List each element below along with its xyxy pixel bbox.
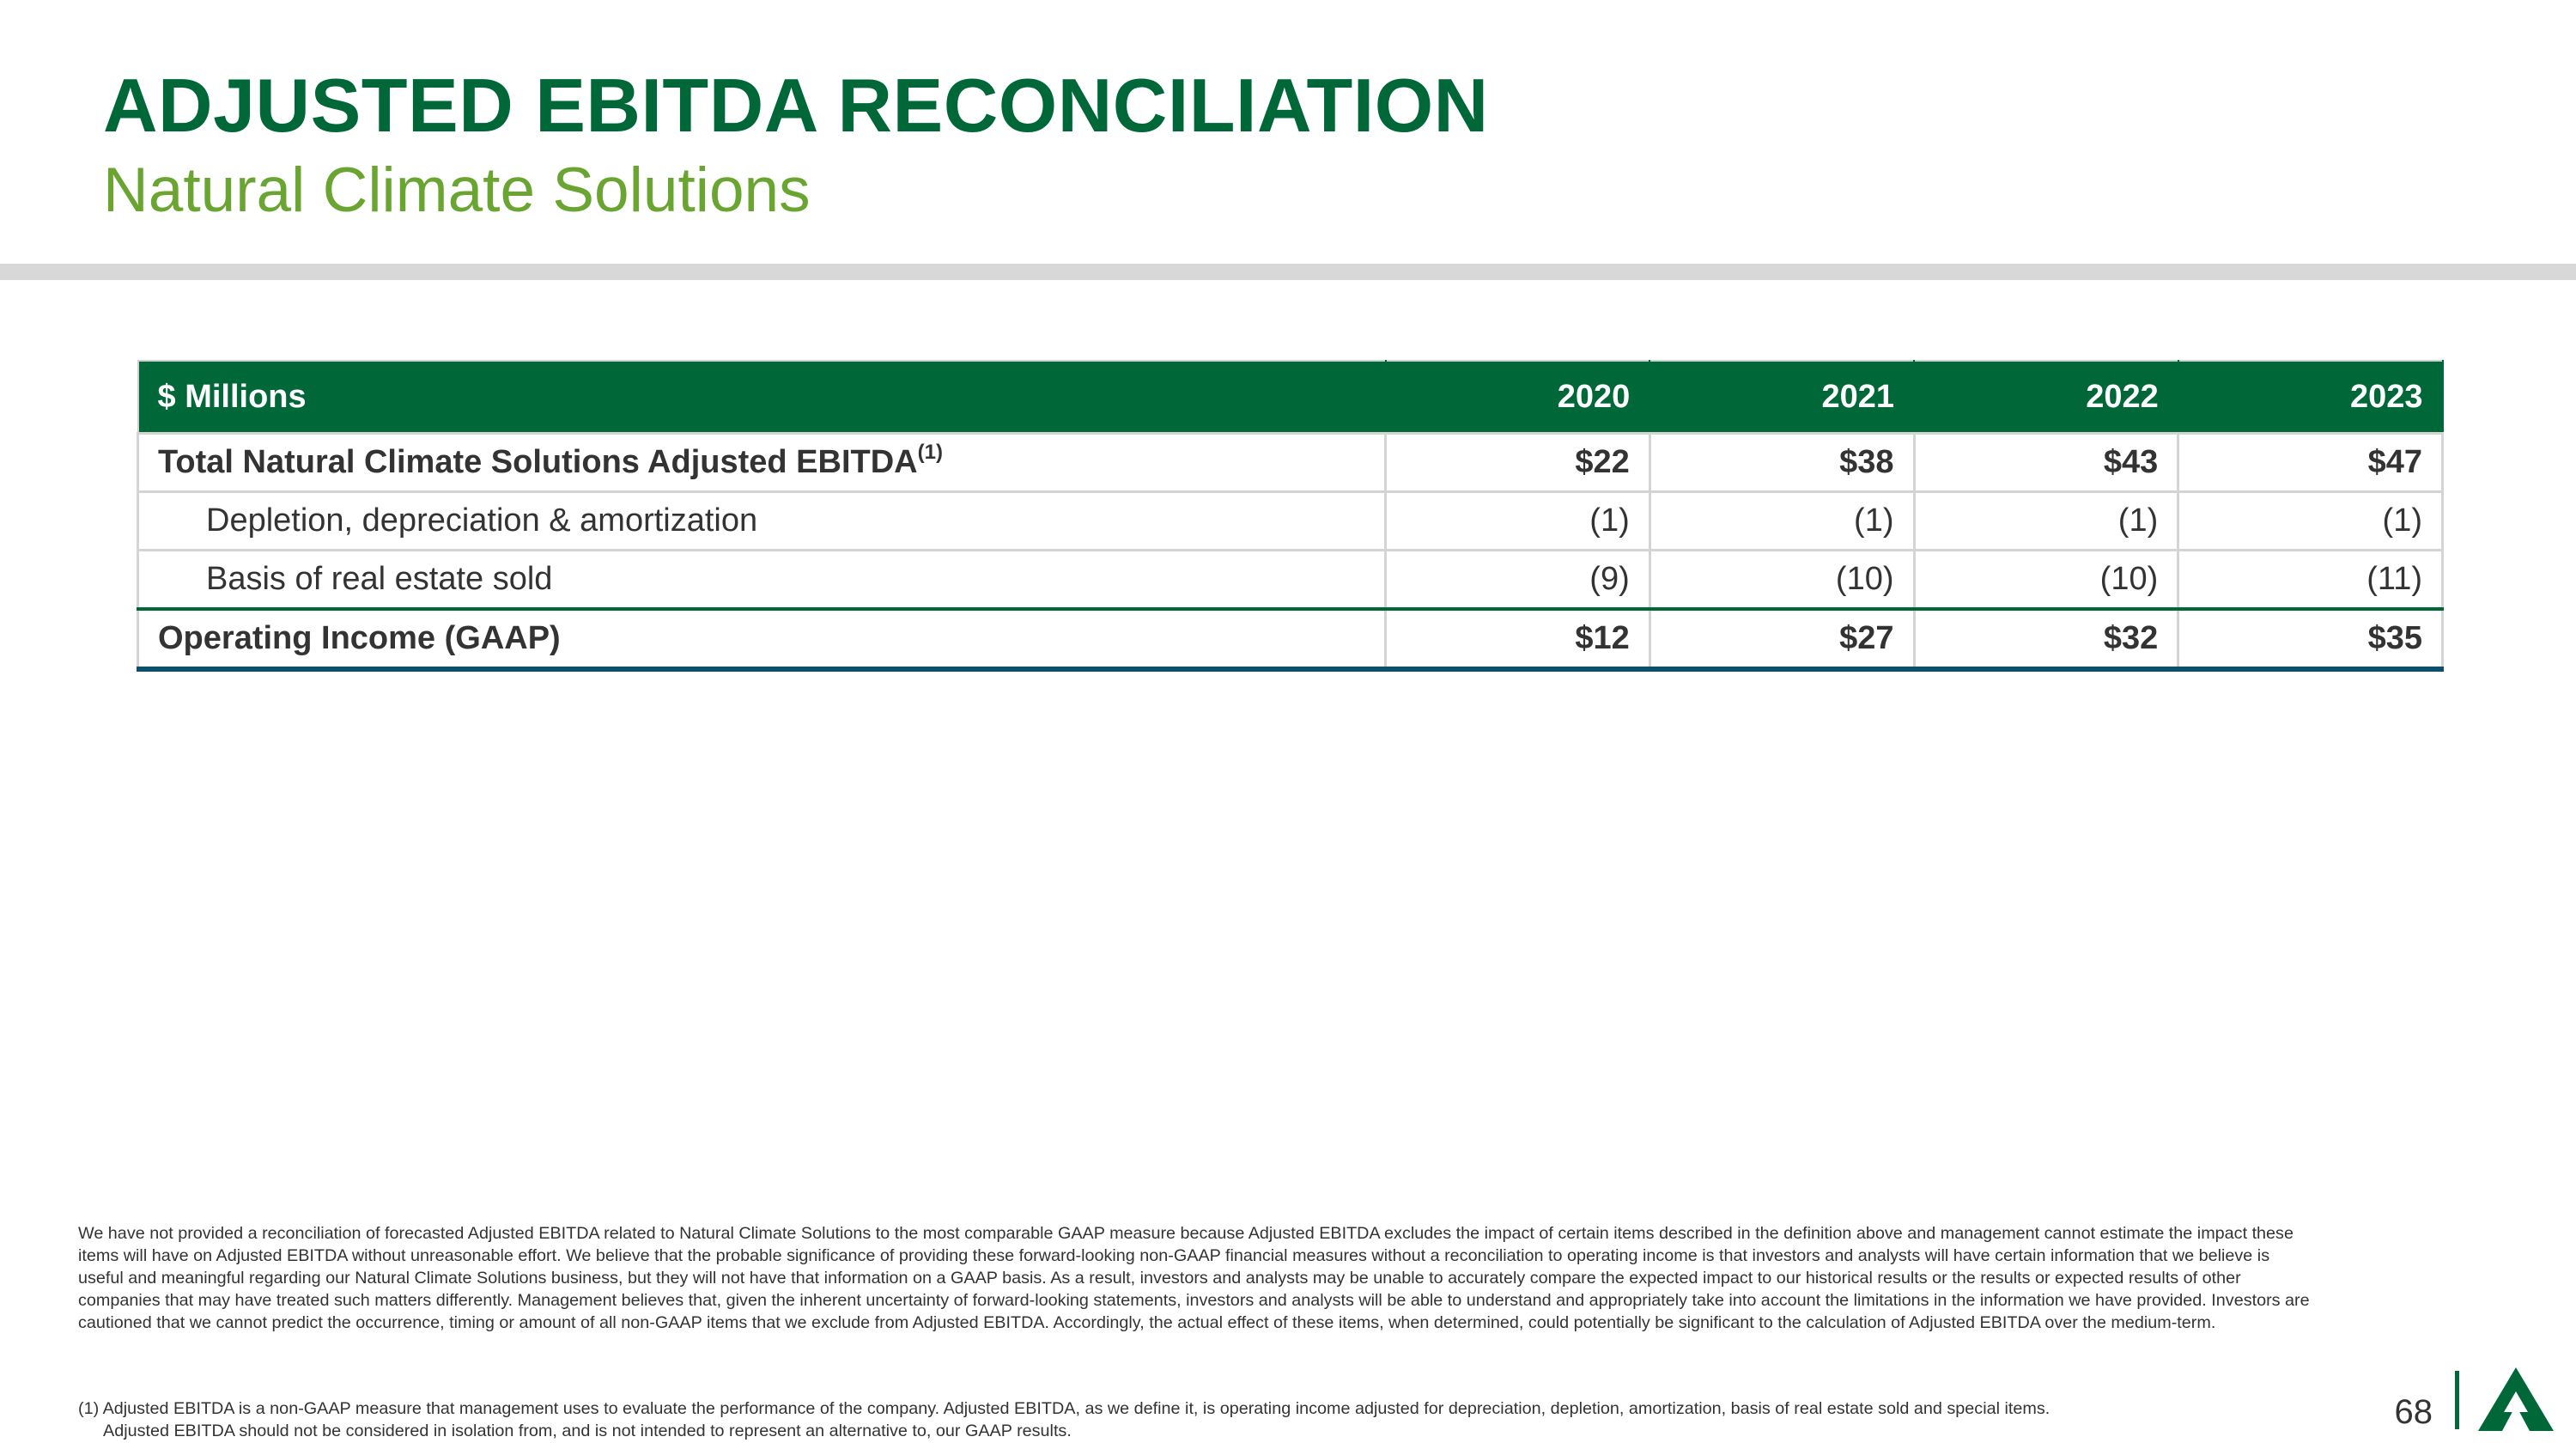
row-label: Depletion, depreciation & amortization — [138, 492, 1386, 551]
table-cell: (10) — [1649, 551, 1914, 610]
table-cell: (1) — [2178, 492, 2443, 551]
table-cell: (1) — [1386, 492, 1650, 551]
table-cell: (9) — [1386, 551, 1650, 610]
table-cell: $22 — [1386, 434, 1650, 492]
footnote-ref: (1) — [917, 441, 943, 464]
table-cell: $32 — [1914, 609, 2178, 669]
header-divider — [0, 264, 2576, 280]
table-cell: (1) — [1914, 492, 2178, 551]
row-label-text: Total Natural Climate Solutions Adjusted EBITDA — [158, 444, 918, 480]
table-cell: (10) — [1914, 551, 2178, 610]
table-row — [138, 551, 2443, 610]
table-cell: $38 — [1649, 434, 1914, 492]
page-number: 68 — [2394, 1393, 2433, 1431]
column-header-year: 2021 — [1649, 361, 1914, 434]
footnote-line: (1) Adjusted EBITDA is a non-GAAP measure that management uses to evaluate the performance of the company. Adjusted EBITDA, as we define it, is operating income adjusted for depreciation, depletion, amortization, basis of real estate sold and special items. — [78, 1399, 2050, 1418]
table-cell: (11) — [2178, 551, 2443, 610]
table-row — [138, 434, 2443, 492]
column-header-year: 2023 — [2178, 361, 2443, 434]
footnote-line: Adjusted EBITDA should not be considered in isolation from, and is not intended to represent an alternative to, our GAAP results. — [103, 1422, 1072, 1440]
footer-divider — [2455, 1371, 2459, 1429]
table-cell: $35 — [2178, 609, 2443, 669]
column-header-year: 2020 — [1386, 361, 1650, 434]
row-label: Basis of real estate sold — [138, 551, 1386, 610]
table-row-total — [138, 609, 2443, 669]
footnote — [78, 1397, 2311, 1442]
table-row — [138, 492, 2443, 551]
table-cell: $43 — [1914, 434, 2178, 492]
page-title: ADJUSTED EBITDA RECONCILIATION — [103, 63, 1489, 148]
page-subtitle: Natural Climate Solutions — [103, 155, 811, 225]
column-header-year: 2022 — [1914, 361, 2178, 434]
table-cell: (1) — [1649, 492, 1914, 551]
reconciliation-table — [137, 360, 2444, 672]
table-cell: $12 — [1386, 609, 1650, 669]
column-header-units: $ Millions — [138, 361, 1386, 434]
table-cell: $47 — [2178, 434, 2443, 492]
row-label — [138, 434, 1386, 492]
tree-arrow-logo-icon — [2476, 1366, 2555, 1433]
row-label: Operating Income (GAAP) — [138, 609, 1386, 669]
disclaimer-text: We have not provided a reconciliation of forecasted Adjusted EBITDA related to Natural Climate Solutions to the most comparable GAAP measure because Adjusted EBITDA excludes the impact of certain items described in the definition above and management cannot estimate the impact these items will have on Adjusted EBITDA without unreasonable effort. We believe that the probable significance of providing these forward-looking non-GAAP financial measures without a reconciliation to operating income is that investors and analysts will have certain information that we believe is useful and meaningful regarding our Natural Climate Solutions business, but they will not have that information on a GAAP basis. As a result, investors and analysts may be unable to accurately compare the expected impact to our historical results or the results or expected results of other companies that may have treated such matters differently. Management believes that, given the inherent uncertainty of forward-looking statements, investors and analysts will be able to understand and appropriately take into account the limitations in the information we have provided. Investors are cautioned that we cannot predict the occurrence, timing or amount of all non-GAAP items that we exclude from Adjusted EBITDA. Accordingly, the actual effect of these items, when determined, could potentially be significant to the calculation of Adjusted EBITDA over the medium-term. — [78, 1224, 2310, 1332]
table-header-row — [138, 361, 2443, 434]
table-cell: $27 — [1649, 609, 1914, 669]
